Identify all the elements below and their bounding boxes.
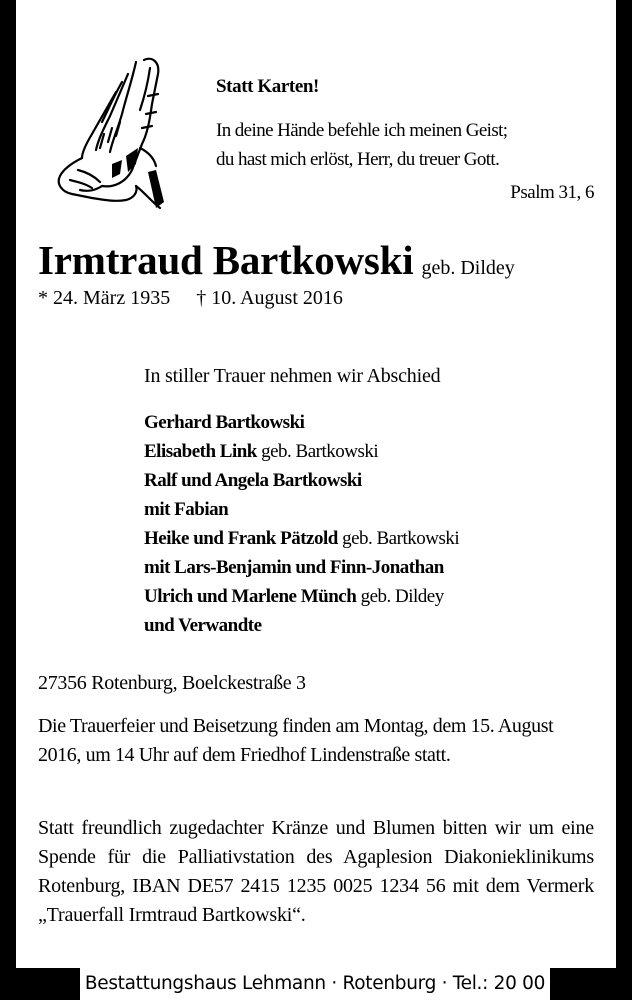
funeral-home-footer: Bestattungshaus Lehmann · Rotenburg · Tel.: 20 00 [80,968,550,1000]
birth-date: * 24. März 1935 [38,287,171,309]
bible-verse [216,116,508,174]
mourning-intro: In stiller Trauer nehmen wir Abschied [144,365,441,387]
mourner-note: geb. Dildey [360,586,444,607]
verse-reference: Psalm 31, 6 [510,182,594,203]
mourner-name: mit Lars-Benjamin und Finn-Jonathan [144,557,444,578]
mourner-name: Ulrich und Marlene Münch [144,586,357,607]
mourner-line [144,495,459,524]
mourner-line [144,553,459,582]
mourner-note: geb. Bartkowski [342,528,460,549]
funeral-notice: Die Trauerfeier und Beisetzung finden am Montag, dem 15. August 2016, um 14 Uhr auf dem Friedhof Lindenstraße statt. [38,715,554,766]
mourner-line [144,437,459,466]
mourner-name: und Verwandte [144,615,262,636]
deceased-name: Irmtraud Bartkowski [38,237,414,283]
statt-karten-heading: Statt Karten! [216,76,319,97]
mourner-note: geb. Bartkowski [261,441,379,462]
donation-notice: Statt freundlich zugedachter Kränze und Blumen bitten wir um eine Spende für die Palliativstation des Agaplesion Diakonieklinikums Rotenburg, IBAN DE57 2415 1235 0025 1234 56 mit dem Vermerk „Trauerfall Irmtraud Bartkowski“. [38,817,594,926]
family-address: 27356 Rotenburg, Boelckestraße 3 [38,672,306,694]
obituary-card [16,0,616,968]
mourner-line [144,582,459,611]
mourner-line [144,466,459,495]
mourner-name: Elisabeth Link [144,441,257,462]
mourner-name: mit Fabian [144,499,229,520]
life-dates [38,287,343,310]
deceased-name-line [38,236,515,284]
mourner-name: Gerhard Bartkowski [144,412,305,433]
mourner-line [144,524,459,553]
mourner-name: Heike und Frank Pätzold [144,528,338,549]
verse-line: In deine Hände befehle ich meinen Geist; [216,120,508,141]
deceased-birth-name: geb. Dildey [421,257,515,279]
verse-line: du hast mich erlöst, Herr, du treuer Gott. [216,149,500,170]
mourner-name: Ralf und Angela Bartkowski [144,470,362,491]
praying-hands-icon [52,52,180,210]
death-date: † 10. August 2016 [196,287,343,309]
mourner-line [144,408,459,437]
mourners-list [144,408,459,640]
mourner-line [144,611,459,640]
